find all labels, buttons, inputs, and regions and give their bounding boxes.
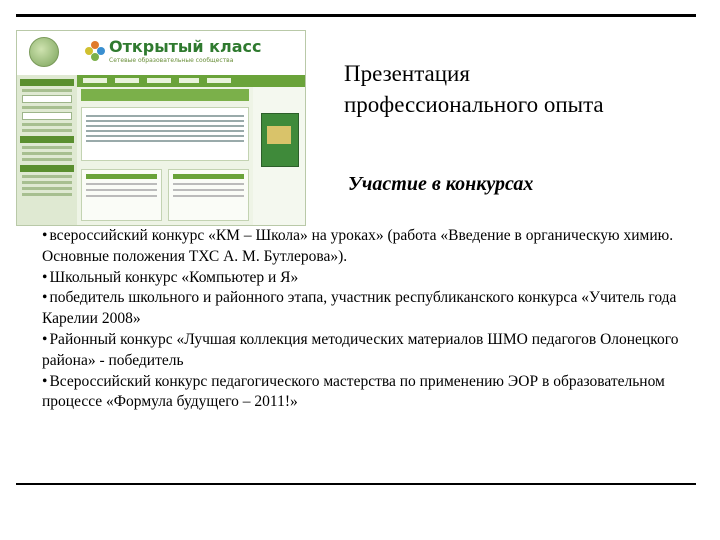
website-screenshot <box>16 30 306 226</box>
site-emblem-icon <box>29 37 59 67</box>
site-main-content <box>81 89 249 221</box>
bullet-icon: • <box>42 268 48 286</box>
list-item: • Школьный конкурс «Компьютер и Я» <box>42 268 299 286</box>
contest-list <box>42 226 702 413</box>
title-line-2: профессионального опыта <box>344 92 604 117</box>
bottom-rule <box>16 483 696 485</box>
title-line-1: Презентация <box>344 61 470 86</box>
list-item: • всероссийский конкурс «КМ – Школа» на уроках» (работа «Введение в органическую химию. Основные положения ТХС А. М. Бутлерова»). <box>42 227 674 265</box>
bullet-icon: • <box>42 372 48 390</box>
list-item: • Районный конкурс «Лучшая коллекция методических материалов ШМО педагогов Олонецкого района» - победитель <box>42 330 679 369</box>
site-brand: Открытый класс <box>109 37 262 56</box>
bullet-icon: • <box>42 289 48 307</box>
site-left-column <box>17 75 77 225</box>
book-cover-image <box>261 113 299 167</box>
site-navbar <box>77 75 305 87</box>
flower-logo-icon <box>85 41 105 61</box>
site-tagline: Сетевые образовательные сообщества <box>109 57 234 64</box>
list-item: • победитель школьного и районного этапа, участник республиканского конкурса «Учитель года Карелии 2008» <box>42 289 677 328</box>
bullet-icon: • <box>42 330 48 348</box>
slide-subtitle: Участие в конкурсах <box>348 173 534 195</box>
bullet-icon: • <box>42 227 48 244</box>
list-item: • Всероссийский конкурс педагогического мастерства по применению ЭОР в образовательном процессе «Формула будущего – 2011!» <box>42 372 665 411</box>
top-rule <box>16 14 696 17</box>
site-right-column <box>253 87 305 225</box>
slide-title <box>344 58 704 120</box>
